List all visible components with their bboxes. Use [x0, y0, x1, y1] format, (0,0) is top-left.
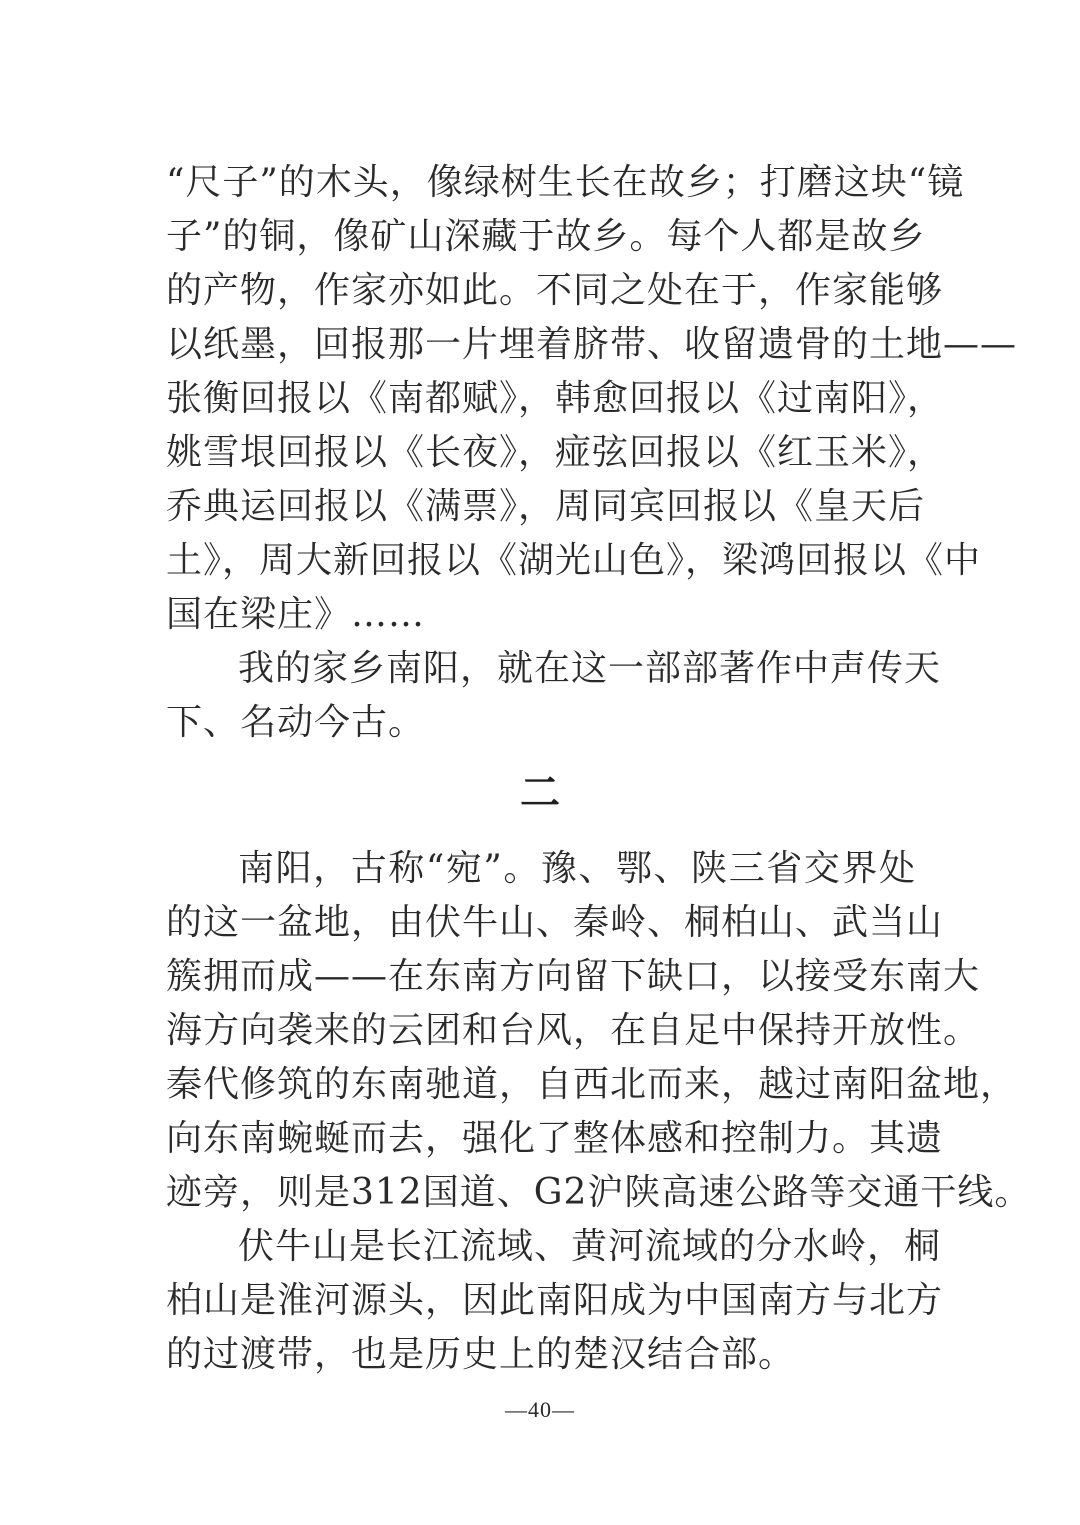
text-line: 国在梁庄》…… — [166, 594, 426, 635]
text-line: 柏山是淮河源头，因此南阳成为中国南方与北方 — [166, 1280, 944, 1321]
text-line: 的这一盆地，由伏牛山、秦岭、桐柏山、武当山 — [166, 902, 944, 943]
text-line: 的过渡带，也是历史上的楚汉结合部。 — [166, 1334, 796, 1375]
text-line: 伏牛山是长江流域、黄河流域的分水岭，桐 — [238, 1226, 942, 1267]
text-line: 张衡回报以《南都赋》，韩愈回报以《过南阳》， — [166, 378, 945, 419]
page-number: —40— — [505, 1397, 575, 1422]
text-line: 乔典运回报以《满票》，周同宾回报以《皇天后 — [166, 486, 926, 527]
text-line: 子”的铜，像矿山深藏于故乡。每个人都是故乡 — [166, 216, 926, 257]
paragraph-hometown-writers — [166, 156, 1018, 642]
paragraph-nanyang-geography — [166, 842, 1032, 1220]
text-line: 下、名动今古。 — [166, 702, 426, 743]
paragraph-nanyang-fame — [166, 642, 942, 750]
text-line: 我的家乡南阳，就在这一部部著作中声传天 — [238, 648, 942, 689]
text-line: “尺子”的木头，像绿树生长在故乡；打磨这块“镜 — [166, 162, 965, 203]
text-line: 向东南蜿蜒而去，强化了整体感和控制力。其遗 — [166, 1118, 944, 1159]
text-line: 以纸墨，回报那一片埋着脐带、收留遗骨的土地—— — [166, 324, 1018, 365]
section-heading: 二 — [520, 769, 560, 816]
text-line: 姚雪垠回报以《长夜》，痖弦回报以《红玉米》， — [166, 432, 945, 473]
text-line: 海方向袭来的云团和台风，在自足中保持开放性。 — [166, 1010, 981, 1051]
text-line: 簇拥而成——在东南方向留下缺口，以接受东南大 — [166, 956, 981, 997]
text-line: 迹旁，则是312国道、G2沪陕高速公路等交通干线。 — [166, 1172, 1032, 1213]
text-line: 土》，周大新回报以《湖光山色》，梁鸿回报以《中 — [166, 540, 982, 581]
text-line: 的产物，作家亦如此。不同之处在于，作家能够 — [166, 270, 944, 311]
paragraph-watershed — [166, 1220, 944, 1382]
text-line: 南阳，古称“宛”。豫、鄂、陕三省交界处 — [238, 848, 916, 889]
text-line: 秦代修筑的东南驰道，自西北而来，越过南阳盆地， — [166, 1064, 1018, 1105]
